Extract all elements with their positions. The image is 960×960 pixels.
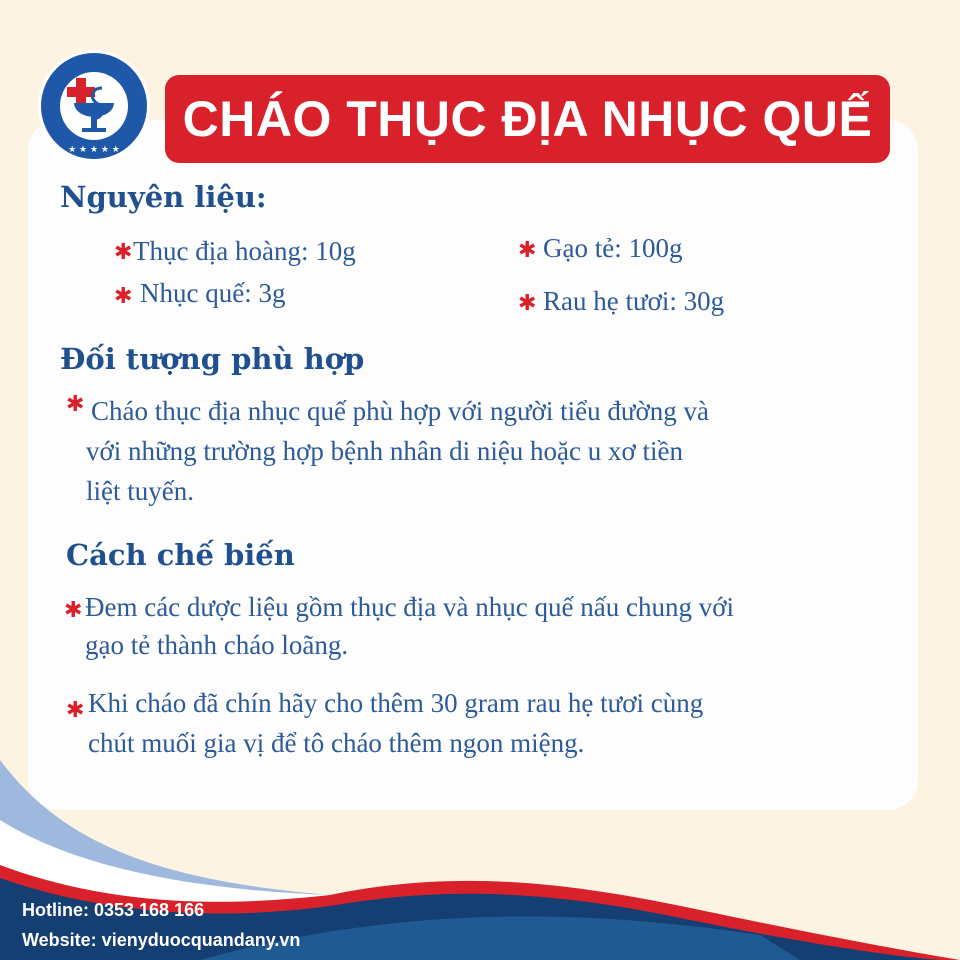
asterisk-icon: ✱ xyxy=(518,238,537,263)
asterisk-icon: ✱ xyxy=(66,392,85,417)
method-step: Đem các dược liệu gồm thục địa và nhục quế nấu chung với xyxy=(85,592,734,622)
suitable-line: với những trường hợp bệnh nhân di niệu hoặc u xơ tiền xyxy=(86,436,684,466)
ingredients-heading: Nguyên liệu: xyxy=(60,180,267,214)
method-heading: Cách chế biến xyxy=(66,538,295,572)
svg-text:★ ★ ★ ★ ★: ★ ★ ★ ★ ★ xyxy=(68,145,120,155)
ingredient-item: Rau hẹ tươi: 30g xyxy=(543,286,725,316)
asterisk-icon: ✱ xyxy=(114,240,133,265)
asterisk-icon: ✱ xyxy=(518,291,537,316)
ingredient-item: Nhục quế: 3g xyxy=(140,278,286,308)
ingredient-item: Thục địa hoàng: 10g xyxy=(133,236,356,266)
method-step: chút muối gia vị để tô cháo thêm ngon miệng. xyxy=(88,728,585,758)
method-step: gạo tẻ thành cháo loãng. xyxy=(85,630,349,660)
suitable-line: liệt tuyến. xyxy=(86,476,194,506)
institute-logo xyxy=(36,48,152,164)
hotline-text: Hotline: 0353 168 166 xyxy=(22,900,205,920)
asterisk-icon: ✱ xyxy=(114,284,133,309)
asterisk-icon: ✱ xyxy=(64,598,83,623)
suitable-line: Cháo thục địa nhục quế phù hợp với người tiểu đường và xyxy=(91,396,710,426)
title-banner xyxy=(165,75,890,163)
website-link[interactable]: Website: vienyduocquandany.vn xyxy=(22,930,301,950)
page-title: CHÁO THỤC ĐỊA NHỤC QUẾ xyxy=(182,91,873,147)
method-step: Khi cháo đã chín hãy cho thêm 30 gram rau hẹ tươi cùng xyxy=(88,688,704,718)
suitable-heading: Đối tượng phù hợp xyxy=(60,342,365,376)
ingredient-item: Gạo tẻ: 100g xyxy=(543,233,683,263)
asterisk-icon: ✱ xyxy=(66,698,85,723)
